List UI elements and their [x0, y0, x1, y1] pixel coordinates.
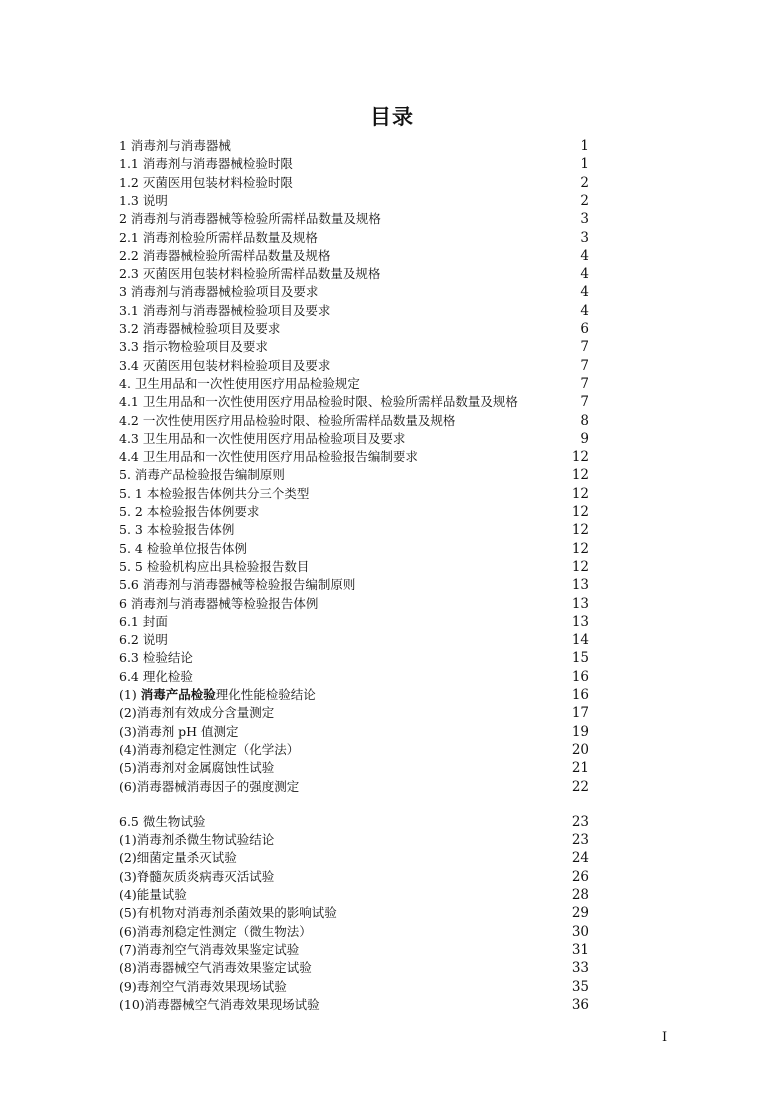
toc-entry-page: 8 [580, 412, 589, 429]
toc-entry-label [119, 283, 318, 301]
toc-entry-label-text: 5. 4 检验单位报告体例 [119, 540, 247, 556]
toc-entry[interactable] [119, 996, 589, 1014]
toc-entry-label [119, 466, 285, 484]
toc-entry[interactable] [119, 595, 589, 613]
toc-entry[interactable] [119, 723, 589, 741]
toc-entry-label-text: 3.2 消毒器械检验项目及要求 [119, 321, 281, 336]
toc-entry-label-text: 5. 3 本检验报告体例 [119, 522, 235, 538]
toc-entry-label-text: (5)有机物对消毒剂杀菌效果的影响试验 [119, 905, 337, 921]
toc-entry-label-text: (4)能量试验 [119, 887, 187, 902]
toc-entry-label [119, 904, 337, 922]
toc-entry-label-text: 4.4 卫生用品和一次性使用医疗用品检验报告编制要求 [119, 449, 418, 465]
toc-entry-label-text: 3.3 指示物检验项目及要求 [119, 339, 268, 355]
toc-entry[interactable] [119, 210, 589, 228]
toc-entry-page: 17 [571, 705, 589, 722]
toc-entry-label-text: 4.3 卫生用品和一次性使用医疗用品检验项目及要求 [119, 430, 406, 446]
toc-entry-page: 20 [571, 741, 589, 758]
toc-entry[interactable] [119, 155, 589, 173]
toc-entry-label [119, 723, 239, 741]
toc-entry-page: 13 [571, 595, 589, 612]
toc-entry[interactable] [119, 576, 589, 594]
toc-entry-page: 1 [580, 138, 589, 154]
toc-entry-page: 4 [580, 284, 589, 301]
toc-entry[interactable] [119, 978, 589, 996]
toc-entry-label-text: 2.3 灭菌医用包装材料检验所需样品数量及规格 [119, 266, 381, 282]
toc-entry-label [119, 174, 293, 192]
toc-entry-label-text: (3)消毒剂 pH 值测定 [119, 723, 239, 739]
toc-entry[interactable] [119, 192, 589, 210]
toc-entry-label-text: 2 消毒剂与消毒器械等检验所需样品数量及规格 [119, 211, 381, 227]
toc-entry-label [119, 686, 316, 704]
toc-entry-page: 19 [571, 723, 589, 740]
toc-entry-label-text: (1) [119, 687, 141, 702]
toc-entry[interactable] [119, 247, 589, 265]
toc-entry[interactable] [119, 521, 589, 539]
toc-entry-label [119, 668, 193, 686]
toc-entry-label-text: (2)消毒剂有效成分含量测定 [119, 705, 275, 721]
toc-entry[interactable] [119, 540, 589, 558]
toc-entry-label [119, 778, 299, 796]
toc-entry-page: 6 [580, 321, 589, 337]
toc-entry-label-text: 5. 2 本检验报告体例要求 [119, 504, 260, 519]
toc-entry-label-text: 1.2 灭菌医用包装材料检验时限 [119, 174, 293, 190]
toc-entry[interactable] [119, 320, 589, 338]
toc-entry[interactable] [119, 778, 589, 796]
toc-entry-page: 26 [571, 868, 589, 885]
toc-entry-page: 12 [571, 522, 589, 539]
toc-entry-label-text: (2)细菌定量杀灭试验 [119, 850, 237, 866]
toc-entry-label [119, 868, 274, 886]
toc-entry-page: 30 [571, 923, 589, 940]
page-title: 目录 [370, 105, 414, 129]
toc-entry-label [119, 649, 193, 667]
toc-entry-label [119, 137, 231, 155]
toc-entry-page: 7 [580, 394, 589, 411]
toc-entry[interactable] [119, 704, 589, 722]
toc-entry-label [119, 759, 274, 777]
toc-entry-page: 15 [571, 650, 589, 667]
toc-entry-page: 7 [580, 375, 589, 392]
toc-entry-label [119, 265, 380, 283]
toc-entry[interactable] [119, 741, 589, 759]
toc-entry-label-text: 6.5 微生物试验 [119, 813, 206, 829]
toc-entry-page: 23 [571, 832, 589, 849]
toc-entry[interactable] [119, 283, 589, 301]
toc-entry[interactable] [119, 959, 589, 977]
toc-entry-label-text: (7)消毒剂空气消毒效果鉴定试验 [119, 941, 300, 957]
toc-entry-label [119, 521, 234, 539]
toc-entry[interactable] [119, 904, 589, 922]
toc-entry-label [119, 448, 418, 466]
toc-entry-label-text: 6 消毒剂与消毒器械等检验报告体例 [119, 595, 319, 611]
toc-entry-page: 31 [571, 941, 589, 958]
toc-entry-page: 23 [571, 813, 589, 830]
toc-entry-page: 29 [571, 905, 589, 922]
toc-entry-label-text: 6.4 理化检验 [119, 668, 193, 684]
toc-entry[interactable] [119, 338, 589, 356]
toc-entry[interactable] [119, 393, 589, 411]
toc-entry-label-text: (6)消毒器械消毒因子的强度测定 [119, 778, 300, 794]
toc-entry-label [119, 155, 293, 173]
toc-entry-label [119, 978, 287, 996]
toc-entry-label [119, 631, 168, 649]
toc-entry[interactable] [119, 886, 589, 904]
toc-entry-label-text: 5. 5 检验机构应出具检验报告数目 [119, 558, 310, 574]
toc-entry-label [119, 229, 318, 247]
toc-entry-label-text: (8)消毒器械空气消毒效果鉴定试验 [119, 960, 312, 976]
toc-entry-page: 14 [571, 632, 589, 649]
toc-entry-page: 2 [580, 174, 589, 191]
toc-entry-label [119, 375, 360, 393]
toc-entry[interactable] [119, 430, 589, 448]
toc-entry-label-text: 4.1 卫生用品和一次性使用医疗用品检验时限、检验所需样品数量及规格 [119, 394, 518, 410]
toc-entry-label [119, 813, 205, 831]
toc-entry-page: 13 [571, 577, 589, 594]
toc-entry-label-bold: 消毒产品检验 [140, 687, 216, 702]
toc-entry-label [119, 959, 312, 977]
toc-entry-label [119, 412, 455, 430]
toc-entry-label [119, 558, 309, 576]
toc-entry-label [119, 941, 299, 959]
toc-entry-label [119, 576, 355, 594]
toc-entry[interactable] [119, 613, 589, 631]
toc-entry-label-text: 2.1 消毒剂检验所需样品数量及规格 [119, 229, 318, 245]
toc-entry-page: 35 [571, 978, 589, 995]
toc-entry-label [119, 430, 405, 448]
toc-entry[interactable] [119, 649, 589, 667]
toc-entry[interactable] [119, 668, 589, 686]
toc-entry-label-text: (9)毒剂空气消毒效果现场试验 [119, 978, 287, 994]
toc-entry[interactable] [119, 558, 589, 576]
toc-entry-page: 22 [571, 778, 589, 795]
toc-entry-label-text: 2.2 消毒器械检验所需样品数量及规格 [119, 247, 331, 263]
toc-entry-label-text: 6.1 封面 [119, 613, 168, 629]
toc-entry[interactable] [119, 868, 589, 886]
toc-entry-page: 3 [580, 211, 589, 228]
toc-entry-label-text: 1 消毒剂与消毒器械 [119, 138, 231, 153]
toc-entry[interactable] [119, 302, 589, 320]
toc-entry-page: 4 [580, 247, 589, 264]
toc-entry-page: 12 [571, 558, 589, 575]
toc-entry[interactable] [119, 813, 589, 831]
toc-entry-label-text: (6)消毒剂稳定性测定（微生物法） [119, 923, 312, 939]
toc-entry[interactable] [119, 174, 589, 192]
toc-entry-page: 12 [571, 449, 589, 466]
toc-entry-label-text: (3)脊髓灰质炎病毒灭活试验 [119, 868, 275, 884]
toc-entry[interactable] [119, 849, 589, 867]
toc-entry[interactable] [119, 485, 589, 503]
toc-entry-page: 2 [580, 192, 589, 209]
toc-entry[interactable] [119, 759, 589, 777]
toc-entry-label-text: 4. 卫生用品和一次性使用医疗用品检验规定 [119, 375, 360, 391]
toc-entry-label [119, 485, 309, 503]
footer-page-number: I [662, 1030, 668, 1045]
toc-entry[interactable] [119, 631, 589, 649]
toc-entry[interactable] [119, 265, 589, 283]
toc-entry-label [119, 192, 168, 210]
toc-entry-page: 21 [571, 760, 589, 777]
toc-entry-label [119, 210, 381, 228]
toc-entry[interactable] [119, 831, 589, 849]
toc-entry[interactable] [119, 375, 589, 393]
toc-entry-label-text: 6.2 说明 [119, 632, 168, 648]
toc-entry-page: 7 [580, 357, 589, 374]
toc-entry[interactable] [119, 466, 589, 484]
toc-entry-page: 4 [580, 302, 589, 319]
toc-entry-label-text: (4)消毒剂稳定性测定（化学法） [119, 741, 300, 757]
toc-entry-label-tail: 理化性能检验结论 [215, 687, 316, 702]
toc-entry-label-text: 1.3 说明 [119, 192, 168, 208]
toc-entry-label-text: 3.4 灭菌医用包装材料检验项目及要求 [119, 357, 331, 373]
toc-entry[interactable] [119, 357, 589, 375]
toc-entry-page: 16 [571, 668, 589, 685]
toc-entry-label [119, 741, 299, 759]
toc-entry-label [119, 613, 168, 631]
toc-entry-label-text: (5)消毒剂对金属腐蚀性试验 [119, 760, 275, 776]
toc-entry-label [119, 923, 312, 941]
toc-entry[interactable] [119, 137, 589, 155]
toc-entry-page: 12 [571, 485, 589, 502]
toc-entry-label-text: (10)消毒器械空气消毒效果现场试验 [119, 996, 320, 1012]
toc-entry-page: 28 [571, 887, 589, 903]
toc-entry-label-text: 1.1 消毒剂与消毒器械检验时限 [119, 156, 293, 172]
toc-entry-label [119, 357, 330, 375]
toc-entry-label [119, 247, 330, 265]
toc-entry-page: 13 [571, 613, 589, 630]
toc-entry-label-text: 5. 1 本检验报告体例共分三个类型 [119, 485, 310, 501]
toc-entry-page: 7 [580, 339, 589, 356]
toc-entry-label [119, 503, 259, 521]
toc-entry-label [119, 886, 187, 904]
toc-entry-page: 3 [580, 229, 589, 246]
toc-entry-label-text: 3.1 消毒剂与消毒器械检验项目及要求 [119, 302, 331, 318]
toc-entry-label-text: 3 消毒剂与消毒器械检验项目及要求 [119, 284, 319, 300]
toc-entry[interactable] [119, 503, 589, 521]
toc-entry-label-text: (1)消毒剂杀微生物试验结论 [119, 832, 275, 848]
toc-entry[interactable] [119, 686, 589, 704]
toc-entry-label [119, 338, 268, 356]
toc-entry[interactable] [119, 941, 589, 959]
toc-entry-label-text: 5.6 消毒剂与消毒器械等检验报告编制原则 [119, 577, 356, 593]
toc-entry[interactable] [119, 412, 589, 430]
toc-entry-page: 9 [580, 430, 589, 447]
toc-entry-label [119, 393, 518, 411]
toc-entry-label [119, 302, 330, 320]
toc-entry-page: 36 [571, 996, 589, 1013]
toc-entry-label [119, 540, 247, 558]
toc-entry[interactable] [119, 448, 589, 466]
toc-entry[interactable] [119, 923, 589, 941]
toc-entry-label [119, 996, 320, 1014]
toc-entry-label-text: 6.3 检验结论 [119, 650, 193, 666]
toc-entry-page: 12 [571, 467, 589, 484]
toc-entry-label [119, 831, 274, 849]
toc-entry-label-text: 4.2 一次性使用医疗用品检验时限、检验所需样品数量及规格 [119, 412, 456, 428]
toc-entry-page: 24 [571, 850, 589, 867]
toc-entry-label [119, 704, 274, 722]
toc-entry-label [119, 595, 318, 613]
toc-entry[interactable] [119, 229, 589, 247]
toc-entry-label [119, 849, 237, 867]
toc-entry-label-text: 5. 消毒产品检验报告编制原则 [119, 467, 285, 483]
toc-entry-label [119, 320, 280, 338]
toc-entry-page: 4 [580, 266, 589, 283]
toc-entry-page: 12 [571, 540, 589, 557]
toc-entry-page: 12 [571, 504, 589, 520]
toc-entry-page: 33 [571, 960, 589, 977]
toc-entry-page: 1 [580, 156, 589, 173]
toc-entry-page: 16 [571, 687, 589, 703]
